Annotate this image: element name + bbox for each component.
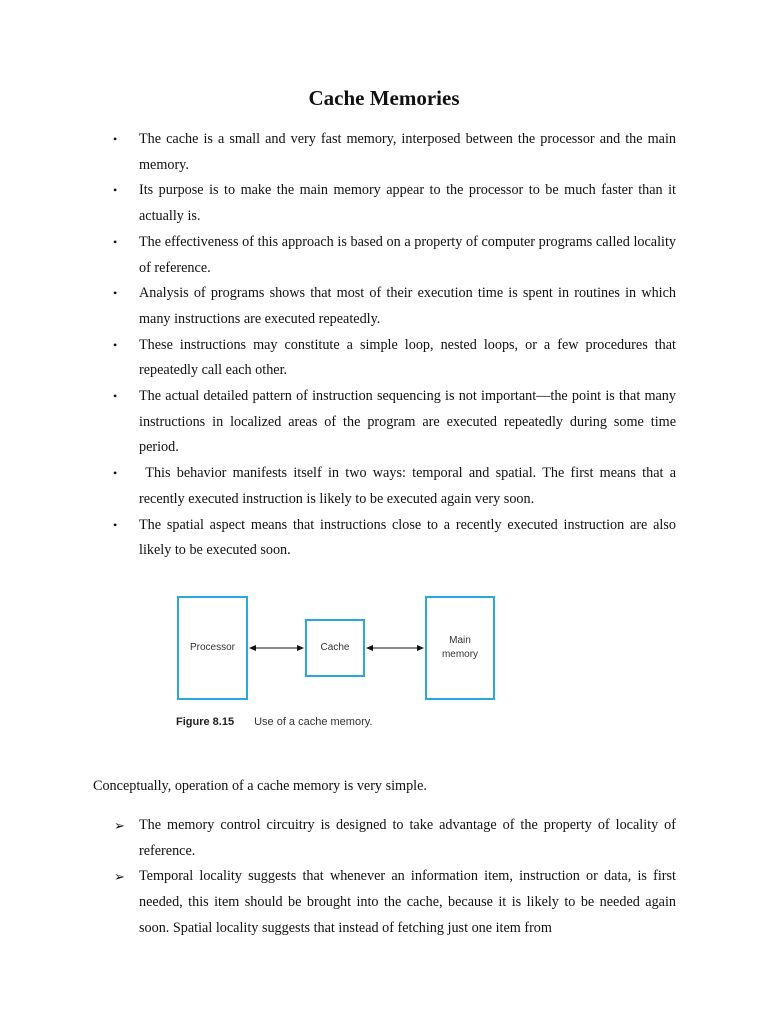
arrow-bullet-icon: ➢ — [114, 818, 125, 833]
cache-box — [305, 619, 365, 677]
processor-label: Processor — [189, 642, 235, 653]
list-item — [110, 864, 676, 941]
figure-caption — [176, 716, 372, 728]
figure-number: Figure 8.15 — [176, 716, 235, 728]
bullet-marker: • — [113, 183, 118, 198]
list-item — [110, 178, 676, 229]
list-item — [110, 281, 676, 332]
arrow-list — [110, 813, 676, 942]
arrow-bullet-icon: ➢ — [114, 869, 125, 885]
bullet-marker: • — [113, 132, 118, 146]
cache-diagram-figure — [176, 594, 506, 744]
figure-caption-text: Use of a cache memory. — [254, 716, 373, 728]
bullet-marker: • — [113, 286, 118, 301]
bullet-marker: • — [113, 466, 118, 481]
main-memory-label-line2: memory — [441, 649, 479, 660]
main-memory-label-line1: Main — [449, 635, 471, 646]
list-item — [110, 513, 676, 564]
list-item — [110, 813, 676, 864]
list-item-text: The memory control circuitry is designed to take advantage of the property of locality of reference. — [139, 817, 676, 859]
bullet-marker: • — [113, 234, 118, 249]
bullet-marker: • — [113, 517, 118, 532]
cache-label: Cache — [320, 642, 350, 653]
processor-box — [177, 596, 248, 700]
list-item-text: Analysis of programs shows that most of their execution time is spent in routines in which many instructions are executed repeatedly. — [139, 285, 676, 327]
list-item — [110, 127, 676, 178]
list-item-text: The cache is a small and very fast memory, interposed between the processor and the main memory. — [139, 131, 676, 173]
bullet-marker: • — [113, 389, 118, 404]
main-memory-box — [425, 596, 495, 700]
list-item-text: The effectiveness of this approach is based on a property of computer programs called locality of reference. — [139, 233, 676, 276]
list-item — [110, 230, 676, 281]
list-item-text: These instructions may constitute a simple loop, nested loops, or a few procedures that repeatedly call each other. — [139, 336, 676, 379]
list-item — [110, 461, 680, 512]
body-paragraph: Conceptually, operation of a cache memory is very simple. — [93, 778, 427, 794]
list-item — [110, 384, 676, 461]
page-title: Cache Memories — [308, 86, 460, 110]
list-item-text: Temporal locality suggests that whenever an information item, instruction or data, is first needed, this item should be brought into the cache, because it is likely to be needed again soon. Spatial locality suggests that instead of fetching just one item from — [139, 868, 676, 936]
bullet-list — [110, 127, 680, 564]
list-item-text: Its purpose is to make the main memory appear to the processor to be much faster than it actually is. — [139, 182, 676, 225]
list-item-text: The actual detailed pattern of instruction sequencing is not important—the point is that many instructions in localized areas of the program are executed repeatedly during some time period. — [139, 388, 676, 456]
list-item-text: The spatial aspect means that instructions close to a recently executed instruction are also likely to be executed soon. — [139, 516, 676, 559]
list-item — [110, 333, 676, 384]
bullet-marker: • — [113, 337, 118, 352]
list-item-text: This behavior manifests itself in two ways: temporal and spatial. The first means that a recently executed instruction is likely to be executed again very soon. — [139, 465, 680, 507]
